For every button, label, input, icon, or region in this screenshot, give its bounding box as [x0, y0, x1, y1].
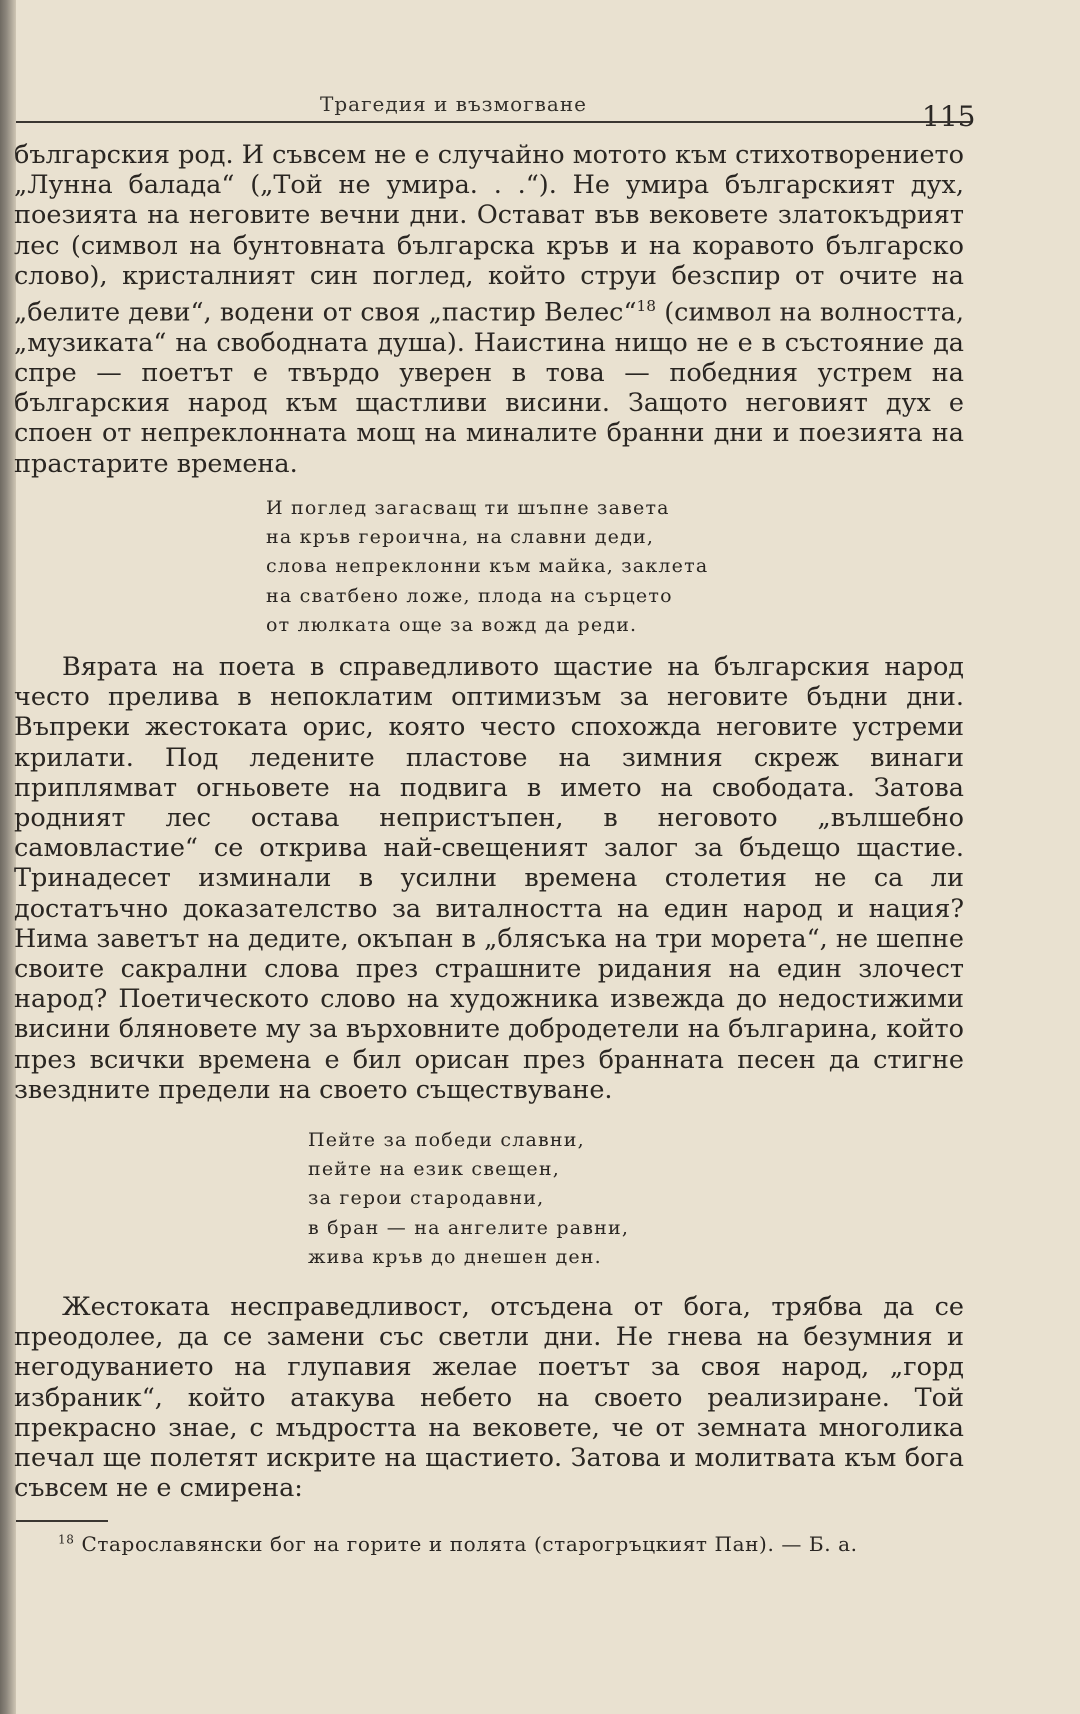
paragraph-1-text-b: (символ на волността, „музиката“ на свободната душа). Наистина нищо не е в състояние да спре — поетът е твърдо уверен в това — победния устрем на българския народ към щастливи висини. Защото неговият дух е споен от непреклонната мощ на миналите бранни дни и поезията на прастарите времена. — [14, 297, 964, 479]
verse-line: И поглед загасващ ти шъпне завета — [266, 497, 670, 519]
footnote-text: Старославянски бог на горите и полята (старогръцкият Пан). — Б. а. — [81, 1532, 858, 1556]
paragraph-1 — [14, 140, 964, 479]
footnote-number: 18 — [58, 1532, 75, 1547]
verse-line: слова непреклонни към майка, заклета — [266, 555, 709, 578]
verse-line: на сватбено ложе, плода на сърцето — [266, 584, 673, 607]
verse-line: Пейте за победи славни, — [308, 1129, 585, 1151]
footnote-rule — [16, 1520, 108, 1522]
page-number: 115 — [922, 100, 976, 133]
paragraph-1-text-a: българския род. И съвсем не е случайно мотото към стихотворението „Лунна балада“ („Той не умира. . .“). Не умира българският дух, поезията на неговите вечни дни. Остават във вековете златокъдрият лес (символ на бунтовната българска кръв и на коравото българско слово), кристалният син поглед, който струи безспир от очите на „белите деви“, водени от своя „пастир Велес“ — [14, 140, 964, 328]
paragraph-3: Жестоката несправедливост, отсъдена от бога, трябва да се преодолее, да се замени със светли дни. Не гнева на безумния и негодуванието на глупавия желае поетът за своя народ, „горд избраник“, който атакува небето на своето реализиране. Той прекрасно знае, с мъдростта на вековете, че от земната многолика печал ще полетят искрите на щастието. Затова и молитвата към бога съвсем не е смирена: — [14, 1292, 964, 1504]
verse-line: на кръв героична, на славни деди, — [266, 526, 655, 549]
verse-line: жива кръв до днешен ден. — [308, 1245, 602, 1268]
verse-line: пейте на език свещен, — [308, 1158, 560, 1181]
running-head: Трагедия и възмогване — [320, 92, 588, 116]
footnote-reference: 18 — [636, 297, 656, 316]
verse-line: в бран — на ангелите равни, — [308, 1216, 630, 1239]
verse-line: за герои стародавни, — [308, 1187, 545, 1210]
header-rule — [16, 121, 971, 123]
paragraph-2: Вярата на поета в справедливото щастие на българския народ често прелива в непоклатим оптимизъм за неговите бъдни дни. Въпреки жестоката орис, която често спохожда неговите устреми крилати. Под ледените пластове на зимния скреж винаги приплямват огньовете на подвига в името на свободата. Затова родният лес остава непристъпен, в неговото „вълшебно самовластие“ се открива най-свещеният залог за бъдещо щастие. Тринадесет изминали в усилни времена столетия не са ли достатъчно доказателство за виталността на един народ и нация? Нима заветът на дедите, окъпан в „блясъка на три морета“, не шепне своите сакрални слова през страшните ридания на един злочест народ? Поетическото слово на художника извежда до недостижими висини бляновете му за върховните добродетели на българина, който през всички времена е бил орисан през бранната песен да стигне звездните предели на своето съществуване. — [14, 652, 964, 1105]
footnote — [58, 1532, 858, 1556]
verse-stanza-2 — [308, 1126, 629, 1272]
verse-line: от люлката още за вожд да реди. — [266, 613, 638, 636]
verse-stanza-1 — [266, 494, 708, 640]
